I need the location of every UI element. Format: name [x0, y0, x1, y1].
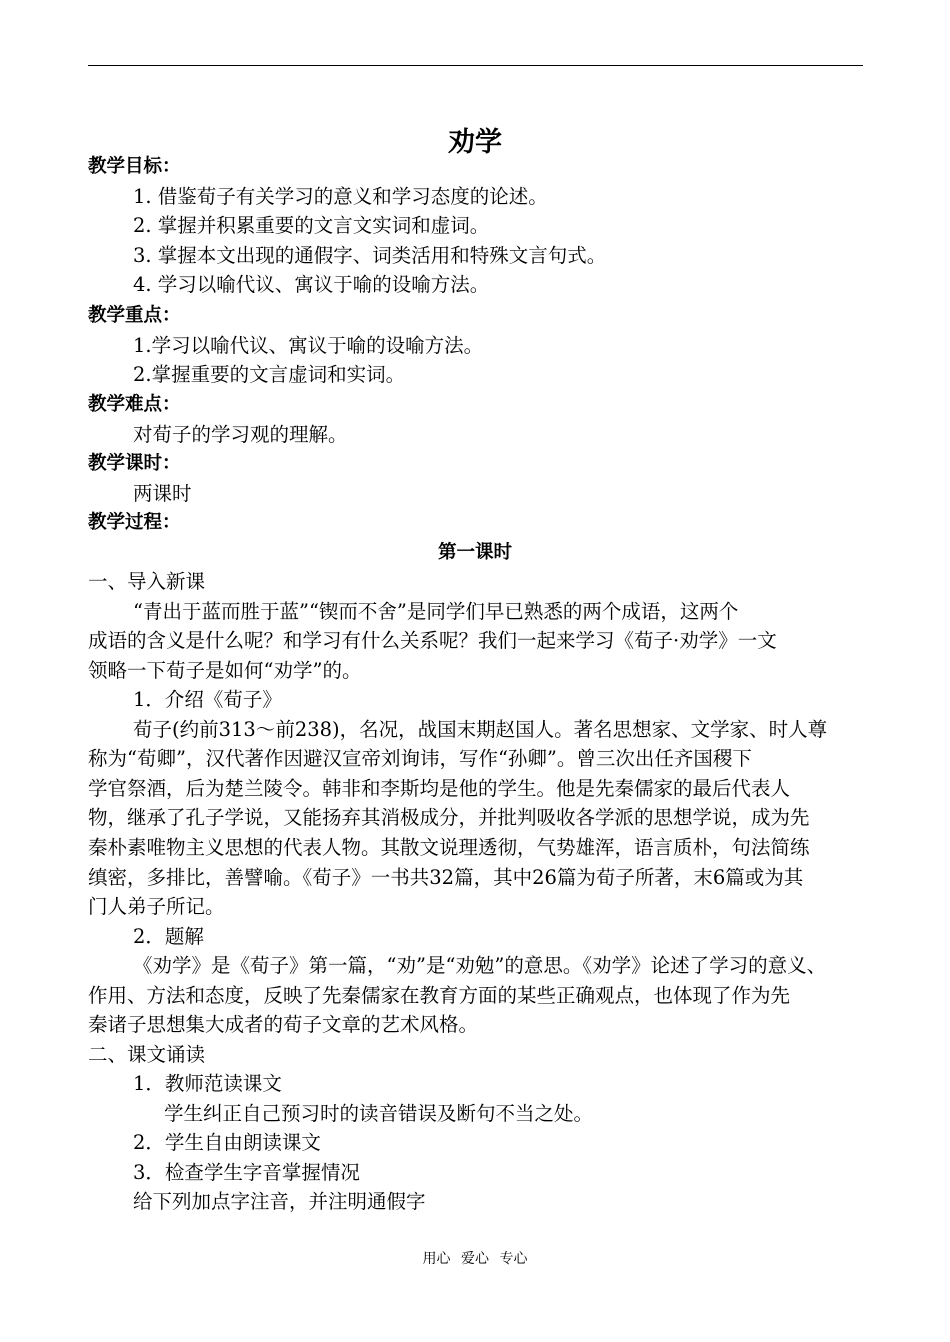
paragraph-line: “青出于蓝而胜于蓝”“锲而不舍”是同学们早已熟悉的两个成语，这两个: [133, 600, 739, 623]
focus-item: 2.掌握重要的文言虚词和实词。: [133, 363, 406, 386]
paragraph-line: 作用、方法和态度，反映了先秦儒家在教育方面的某些正确观点，也体现了作为先: [88, 984, 791, 1007]
paragraph-line: 物，继承了孔子学说，又能扬弃其消极成分，并批判吸收各学派的思想学说，成为先: [88, 806, 810, 829]
focus-item: 1.学习以喻代议、寓议于喻的设喻方法。: [133, 334, 484, 357]
section-heading: 一、导入新课: [88, 570, 206, 593]
heading-focus: 教学重点：: [88, 305, 181, 326]
paragraph-line: 领略一下荀子是如何“劝学”的。: [88, 659, 362, 682]
list-item: 2．学生自由朗读课文: [133, 1131, 321, 1154]
list-item-note: 给下列加点字注音，并注明通假字: [133, 1190, 426, 1213]
paragraph-line: 秦朴素唯物主义思想的代表人物。其散文说理透彻，气势雄浑，语言质朴，句法简练: [88, 836, 810, 859]
lesson-title: 第一课时: [437, 542, 512, 563]
paragraph-line: 成语的含义是什么呢？和学习有什么关系呢？我们一起来学习《荀子·劝学》一文: [88, 629, 777, 652]
heading-hours: 教学课时：: [88, 453, 181, 474]
objective-item: 3. 掌握本文出现的通假字、词类活用和特殊文言句式。: [133, 244, 607, 267]
heading-objectives: 教学目标：: [88, 156, 181, 177]
objective-item: 4. 学习以喻代议、寓议于喻的设喻方法。: [133, 273, 490, 296]
heading-process: 教学过程：: [88, 512, 181, 533]
objective-item: 1. 借鉴荀子有关学习的意义和学习态度的论述。: [133, 185, 548, 208]
paragraph-line: 缜密，多排比，善譬喻。《荀子》一书共32篇，其中26篇为荀子所著，末6篇或为其: [88, 866, 804, 889]
subsection-heading: 1．介绍《荀子》: [133, 688, 282, 711]
paragraph-line: 《劝学》是《荀子》第一篇，“劝”是“劝勉”的意思。《劝学》论述了学习的意义、: [133, 954, 827, 977]
paragraph-line: 称为“荀卿”，汉代著作因避汉宣帝刘询讳，写作“孙卿”。曾三次出任齐国稷下: [88, 747, 752, 770]
objective-item: 2. 掌握并积累重要的文言文实词和虚词。: [133, 214, 490, 237]
hours-text: 两课时: [133, 482, 192, 505]
paragraph-line: 荀子(约前313～前238)，名况，战国末期赵国人。著名思想家、文学家、时人尊: [133, 718, 828, 741]
section-heading: 二、课文诵读: [88, 1043, 206, 1066]
difficulty-text: 对荀子的学习观的理解。: [133, 423, 348, 446]
document-title: 劝学: [448, 127, 502, 158]
subsection-heading: 2．题解: [133, 925, 204, 948]
paragraph-line: 学官祭酒，后为楚兰陵令。韩非和李斯均是他的学生。他是先秦儒家的最后代表人: [88, 777, 791, 800]
page-footer: 用心 爱心 专心: [422, 1251, 528, 1267]
header-rule: [88, 65, 863, 66]
list-item-note: 学生纠正自己预习时的读音错误及断句不当之处。: [164, 1102, 594, 1125]
paragraph-line: 秦诸子思想集大成者的荀子文章的艺术风格。: [88, 1013, 479, 1036]
heading-difficulty: 教学难点：: [88, 394, 181, 415]
paragraph-line: 门人弟子所记。: [88, 895, 225, 918]
list-item: 3．检查学生字音掌握情况: [133, 1161, 360, 1184]
list-item: 1．教师范读课文: [133, 1072, 282, 1095]
